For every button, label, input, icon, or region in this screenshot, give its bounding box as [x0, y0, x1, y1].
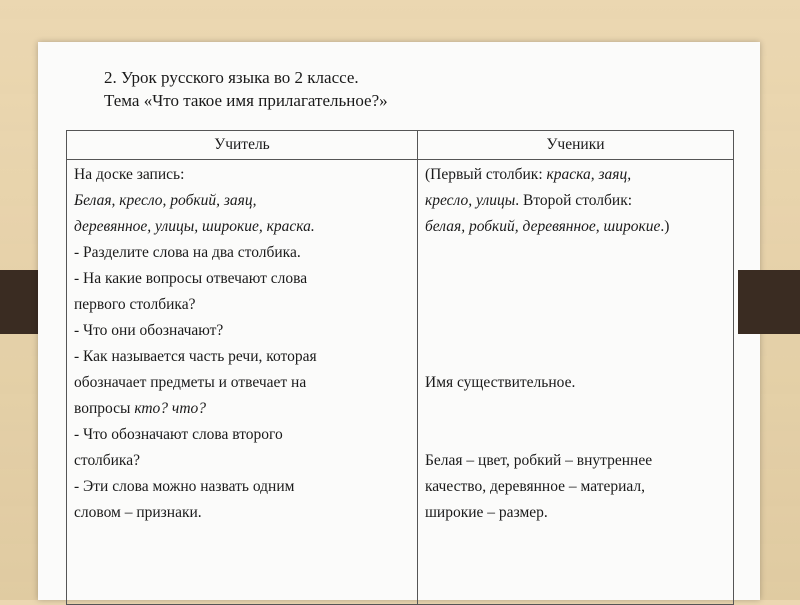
student-answer: широкие – размер.: [425, 504, 548, 521]
table-row: [67, 160, 734, 605]
student-line-text: (Первый столбик:: [425, 166, 547, 183]
student-answer: качество, деревянное – материал,: [425, 478, 646, 495]
slide-header: [104, 66, 388, 112]
lesson-topic: Тема «Что такое имя прилагательное?»: [104, 91, 388, 110]
teacher-cell: [67, 160, 418, 605]
student-line-italic: белая, робкий, деревянное, широкие: [425, 218, 661, 235]
student-line-text: . Второй столбик:: [515, 192, 633, 209]
lesson-table: [66, 130, 734, 605]
student-line: [425, 214, 726, 240]
teacher-line: [74, 396, 410, 422]
spacer: [425, 240, 726, 370]
teacher-line: - Что обозначают слова второго: [74, 426, 283, 443]
teacher-column-header: Учитель: [67, 131, 418, 160]
teacher-line: - Как называется часть речи, которая: [74, 348, 317, 365]
student-line-italic: краска, заяц,: [546, 166, 632, 183]
teacher-line: - Что они обозначают?: [74, 322, 224, 339]
students-cell: [418, 160, 734, 605]
student-answer: Имя существительное.: [425, 374, 576, 391]
teacher-line: столбика?: [74, 452, 140, 469]
teacher-line: деревянное, улицы, широкие, краска.: [74, 218, 315, 235]
student-line-text: .): [660, 218, 670, 235]
student-line: [425, 162, 726, 188]
student-line: [425, 188, 726, 214]
teacher-line-text: вопросы: [74, 400, 135, 417]
spacer: [425, 396, 726, 448]
student-answer: Белая – цвет, робкий – внутреннее: [425, 452, 653, 469]
lesson-title: 2. Урок русского языка во 2 классе.: [104, 68, 359, 87]
student-line-italic: кресло, улицы: [425, 192, 516, 209]
students-column-header: Ученики: [418, 131, 734, 160]
teacher-line-italic: кто? что?: [134, 400, 207, 417]
teacher-line: - На какие вопросы отвечают слова: [74, 270, 308, 287]
teacher-line: первого столбика?: [74, 296, 196, 313]
teacher-line: Белая, кресло, робкий, заяц,: [74, 192, 257, 209]
table-header-row: [67, 131, 734, 160]
teacher-line: словом – признаки.: [74, 504, 202, 521]
right-decor-tab: [738, 270, 800, 334]
teacher-line: обозначает предметы и отвечает на: [74, 374, 307, 391]
teacher-line: - Эти слова можно назвать одним: [74, 478, 295, 495]
teacher-line: - Разделите слова на два столбика.: [74, 244, 301, 261]
teacher-line: На доске запись:: [74, 166, 185, 183]
